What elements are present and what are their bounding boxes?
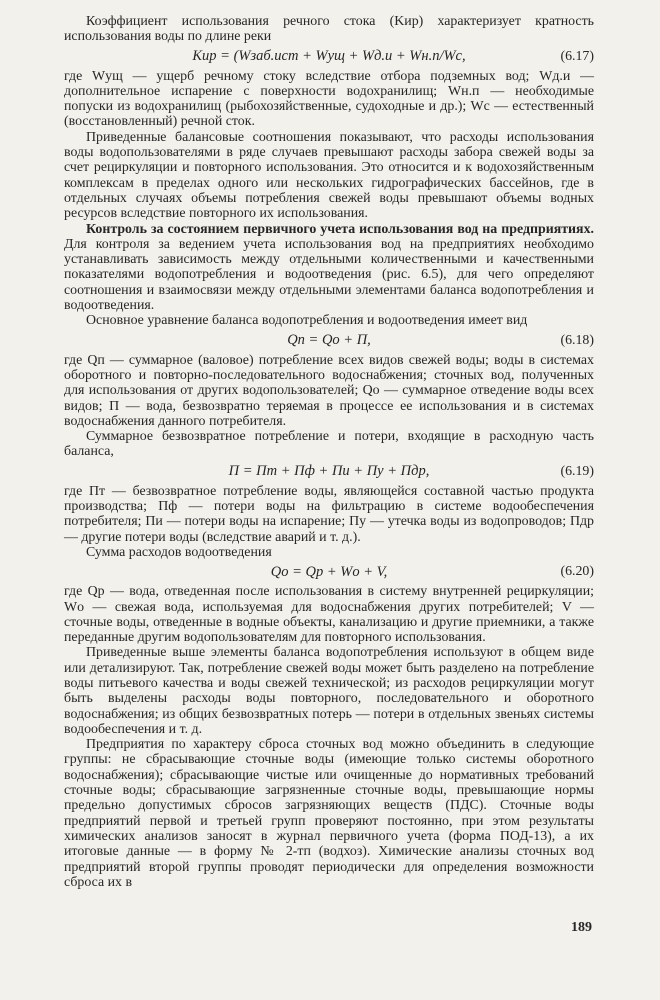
formula-6-20-expression: Qо = Qр + Wо + V,: [270, 563, 388, 580]
formula-6-17-number: (6.17): [560, 48, 594, 64]
formula-6-18: [64, 330, 594, 352]
paragraph-kir-intro: Коэффициент использования речного стока (Kир) характеризует кратность использования воды по длине реки: [64, 14, 594, 45]
formula-6-18-expression: Qп = Qо + П,: [287, 331, 371, 348]
page-number: 189: [571, 920, 592, 935]
paragraph-balance-relations: Приведенные балансовые соотношения показывают, что расходы использования воды водопользователями в ряде случаев превышают расходы забора свежей воды за счет рециркуляции и повторного использования. Это относится и к водохозяйственным комплексам в пределах одного или нескольких гидрографических бассейнов, где в отдельных случаях объемы потребления свежей воды превышают объемы водных ресурсов вследствие повторного их использования.: [64, 129, 594, 222]
formula-6-19-expression: П = Пт + Пф + Пи + Пу + Пдр,: [228, 463, 430, 480]
section-heading-control: Контроль за состоянием первичного учета использования вод на предприятиях.: [86, 221, 594, 237]
formula-6-17: [64, 46, 594, 68]
paragraph-balance-equation-intro: Основное уравнение баланса водопотребления и водоотведения имеет вид: [86, 313, 528, 329]
paragraph-6-19-definitions: где Пт — безвозвратное потребление воды, являющейся составной частью продукта производства; Пф — потери воды на фильтрацию в системе водообеспечения потребителя; Пи — потери воды на испарение; Пу — утечка воды из водопроводов; Пдр — другие потери воды (вследствие аварий и т. д.).: [64, 483, 594, 545]
paragraph-enterprise-groups: Предприятия по характеру сброса сточных вод можно объединить в следующие группы: не сбрасывающие сточные воды (имеющие только системы оборотного водоснабжения); сбрасывающие чистые или очищенные до нормативных требований сточные воды; сбрасывающие загрязненные сточные воды, превышающие нормы предельно допустимых сбросов загрязняющих веществ (ПДС). Сточные воды предприятий первой и третьей групп проверяют постоянно, при этом результаты химических анализов заносят в журнал первичного учета (форма ПОД-13), а их итоговые данные — в форму № 2-тп (водхоз). Химические анализы сточных вод предприятий второй группы проводят периодически для определения возможности сброса их в: [64, 737, 594, 890]
formula-6-17-expression: Kир = (Wзаб.ист + Wущ + Wд.и + Wн.п/Wс,: [192, 47, 466, 64]
formula-6-19-number: (6.19): [560, 463, 594, 479]
formula-6-19: [64, 461, 594, 483]
formula-6-20: [64, 561, 594, 583]
paragraph-control-text: Для контроля за ведением учета использования вод на предприятиях необходимо устанавливать зависимость между отдельными количественными и качественными показателями водопотребления и водоотведения (рис. 6.5), для чего определяют соотношения и взаимосвязи между отдельными элементами баланса водопотребления и водоотведения.: [64, 236, 594, 314]
paragraph-losses-intro: Суммарное безвозвратное потребление и потери, входящие в расходную часть баланса,: [64, 429, 594, 460]
paragraph-6-20-definitions: где Qр — вода, отведенная после использования в систему внутренней рециркуляции; Wо — свежая вода, используемая для водоснабжения других потребителей; V — сточные воды, отведенные в водные объекты, канализацию и другие приемники, а также переданные другим водопользователям для повторного использования.: [64, 584, 594, 646]
paragraph-balance-detail: Приведенные выше элементы баланса водопотребления используют в общем виде или детализируют. Так, потребление свежей воды может быть разделено на потребление воды питьевого качества и воды свежей технической; из расходов рециркуляции могут быть выделены расходы воды повторного, последовательного и оборотного водоснабжения; из общих безвозвратных потерь — потери в отдельных звеньях системы водообеспечения и т. д.: [64, 645, 594, 737]
paragraph-6-18-definitions: где Qп — суммарное (валовое) потребление всех видов свежей воды; воды в системах оборотного и повторно-последовательного водоснабжения; сточных вод, полученных для использования от других водопользователей; Qо — суммарное отведение воды всех видов; П — вода, безвозвратно теряемая в процессе ее использования и в системах водоснабжения данного потребителя.: [64, 352, 594, 429]
paragraph-discharge-sum-intro: Сумма расходов водоотведения: [86, 544, 272, 560]
formula-6-18-number: (6.18): [560, 332, 594, 348]
paragraph-6-17-definitions: где Wущ — ущерб речному стоку вследствие отбора подземных вод; Wд.и — дополнительное испарение с поверхности водохранилищ; Wн.п — необходимые попуски из водохранилищ (рыбохозяйственные, судоходные и др.); Wс — естественный (восстановленный) речной сток.: [64, 68, 594, 130]
paragraph-control-accounting: [64, 222, 594, 314]
formula-6-20-number: (6.20): [560, 564, 594, 580]
